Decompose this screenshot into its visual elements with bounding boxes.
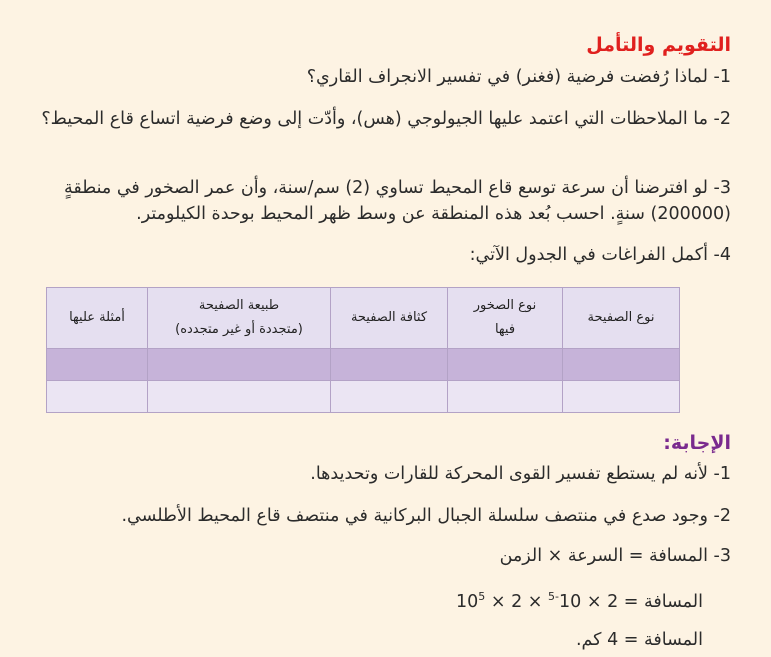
table-cell [331, 381, 448, 413]
table-cell [47, 349, 148, 381]
question-3: 3- لو افترضنا أن سرعة توسع قاع المحيط تساوي (2) سم/سنة، وأن عمر الصخور في منطقةٍ (200000) سنةٍ. احسب بُعد هذه المنطقة عن وسط ظهر المحيط بوحدة الكيلومتر. [64, 178, 731, 224]
table-cell [331, 349, 448, 381]
header-rock-type-line2: فيها [494, 322, 516, 337]
table-row [47, 381, 680, 413]
equation-1-exponent-2: 5 [478, 590, 486, 603]
answers-title: الإجابة: [663, 432, 731, 454]
table-cell [148, 349, 331, 381]
header-nature-line2: (متجددة أو غير متجدده) [175, 322, 303, 337]
question-1: 1- لماذا رُفضت فرضية (فغنر) في تفسير الانجراف القاري؟ [306, 67, 731, 87]
table-cell [47, 381, 148, 413]
table-row [47, 349, 680, 381]
answer-1: 1- لأنه لم يستطع تفسير القوى المحركة للقارات وتحديدها. [310, 464, 731, 484]
question-2: 2- ما الملاحظات التي اعتمد عليها الجيولوجي (هس)، وأدّت إلى وضع فرضية اتساع قاع المحيط؟ [41, 109, 731, 129]
table-cell [563, 349, 680, 381]
table-cell [563, 381, 680, 413]
table-cell [448, 349, 563, 381]
header-nature [148, 288, 331, 349]
header-nature-line1: طبيعة الصفيحة [198, 298, 280, 313]
equation-2: المسافة = 4 كم. [575, 630, 703, 650]
section-title: التقويم والتأمل [586, 34, 731, 56]
header-rock-type [448, 288, 563, 349]
answer-3: 3- المسافة = السرعة × الزمن [499, 546, 731, 566]
question-4: 4- أكمل الفراغات في الجدول الآتي: [469, 245, 731, 265]
equation-1-mid: × 2 × 10 [455, 591, 548, 612]
equation-1 [456, 590, 703, 612]
header-rock-type-line1: نوع الصخور [473, 298, 537, 313]
equation-1-exponent-1: -5 [548, 590, 559, 603]
equation-1-lhs: المسافة = 2 × 10 [558, 591, 703, 612]
table-header-row [47, 288, 680, 349]
header-density: كثافة الصفيحة [331, 288, 448, 349]
answer-2: 2- وجود صدع في منتصف سلسلة الجبال البركانية في منتصف قاع المحيط الأطلسي. [121, 506, 731, 526]
plates-table [46, 287, 680, 413]
table-cell [448, 381, 563, 413]
header-examples: أمثلة عليها [47, 288, 148, 349]
header-plate-type: نوع الصفيحة [563, 288, 680, 349]
table-cell [148, 381, 331, 413]
